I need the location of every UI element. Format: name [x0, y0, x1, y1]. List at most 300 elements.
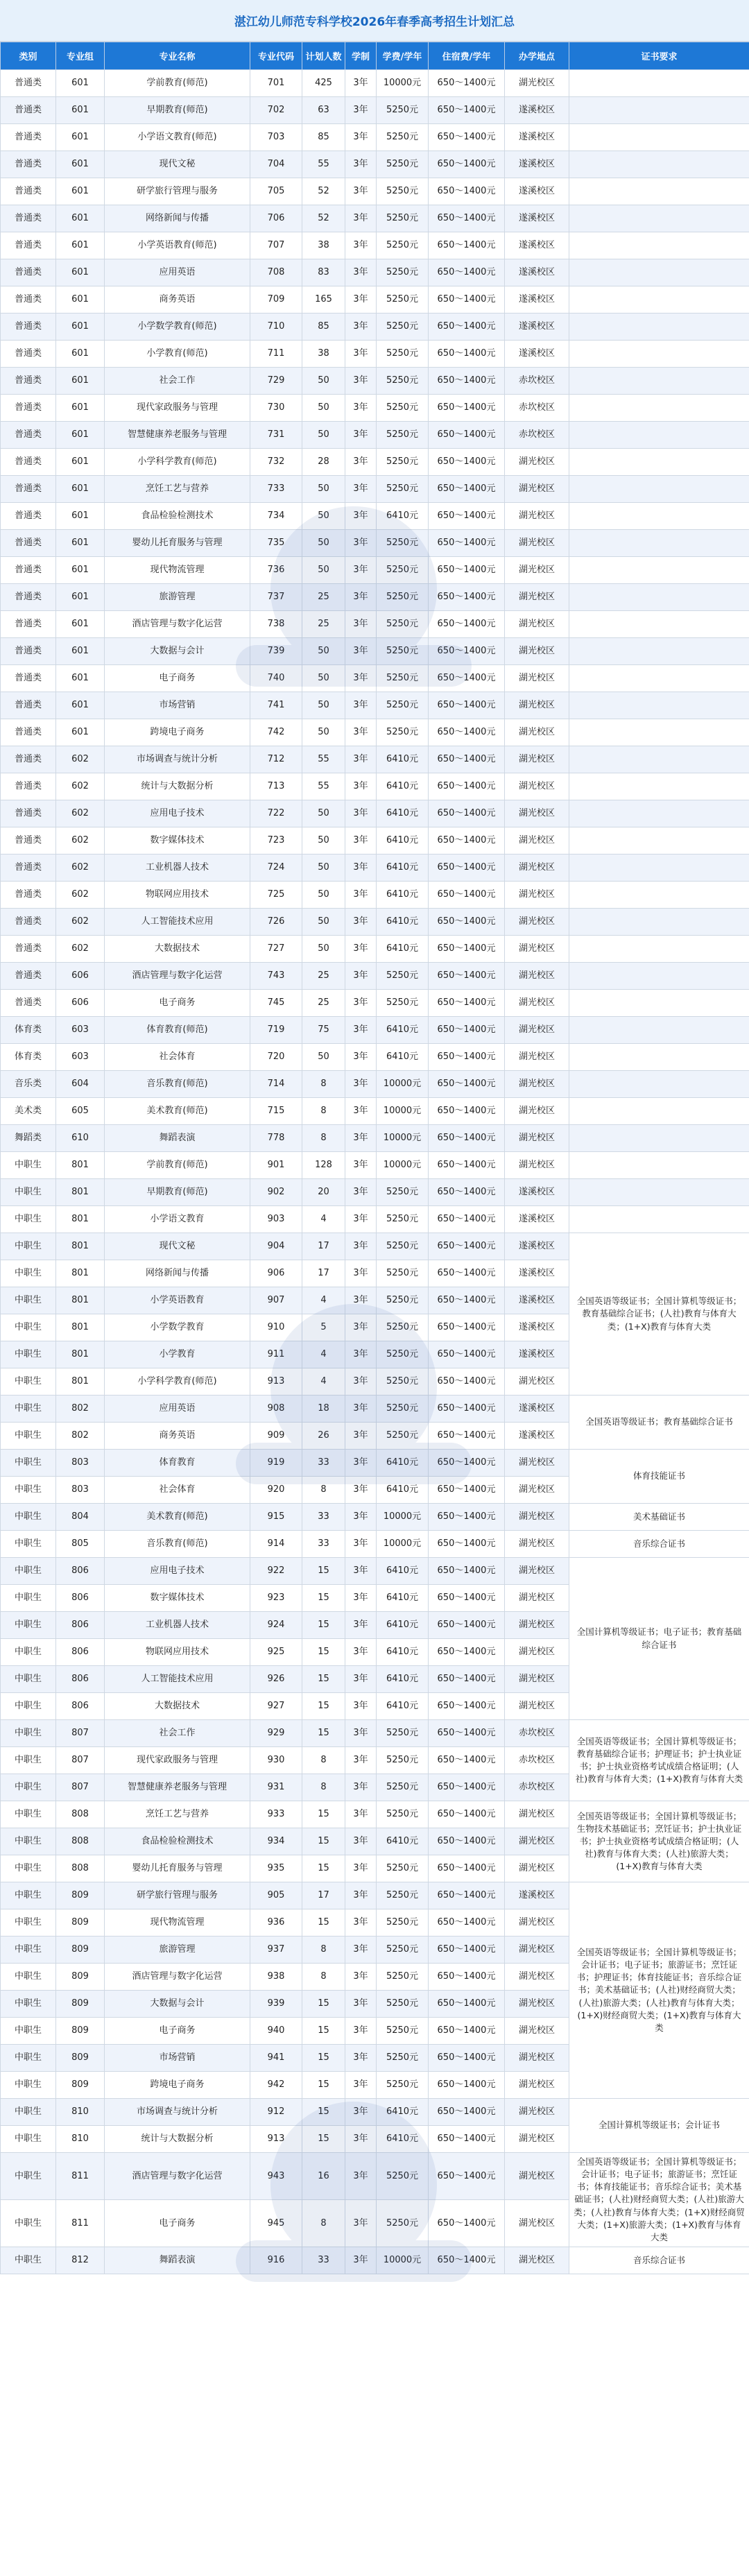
table-row [1, 70, 749, 97]
cell-accommodation: 650～1400元 [429, 178, 505, 205]
cell-major-name: 统计与大数据分析 [105, 2126, 250, 2153]
cell-tuition: 6410元 [377, 1017, 429, 1044]
cell-group: 810 [56, 2126, 105, 2153]
table-row [1, 1071, 749, 1098]
cell-duration: 3年 [345, 2045, 377, 2072]
cell-major-name: 市场营销 [105, 692, 250, 719]
cell-major-code: 905 [250, 1882, 302, 1909]
cell-major-code: 912 [250, 2099, 302, 2126]
cell-group: 810 [56, 2099, 105, 2126]
cell-campus: 湖光校区 [505, 2099, 569, 2126]
cell-major-code: 920 [250, 1477, 302, 1504]
cell-certificate: 美术基础证书 [569, 1504, 749, 1531]
cell-plan-count: 16 [302, 2153, 345, 2200]
cell-group: 808 [56, 1855, 105, 1882]
table-row [1, 1044, 749, 1071]
cell-certificate: 全国英语等级证书；全国计算机等级证书；教育基础综合证书；护理证书；护士执业证书；护士执业资格考试成绩合格证明；(人社)教育与体育大类；(1+X)教育与体育大类 [569, 1720, 749, 1801]
cell-accommodation: 650～1400元 [429, 1558, 505, 1585]
cell-campus: 遂溪校区 [505, 1341, 569, 1368]
cell-accommodation: 650～1400元 [429, 2018, 505, 2045]
cell-certificate [569, 1152, 749, 1179]
cell-category: 普通类 [1, 909, 56, 936]
cell-category: 普通类 [1, 178, 56, 205]
cell-campus: 湖光校区 [505, 2072, 569, 2099]
cell-major-name: 食品检验检测技术 [105, 503, 250, 530]
cell-campus: 赤坎校区 [505, 422, 569, 449]
cell-tuition: 5250元 [377, 963, 429, 990]
table-row [1, 719, 749, 746]
cell-campus: 湖光校区 [505, 449, 569, 476]
cell-major-name: 网络新闻与传播 [105, 1260, 250, 1287]
cell-plan-count: 50 [302, 476, 345, 503]
cell-category: 普通类 [1, 503, 56, 530]
cell-plan-count: 85 [302, 314, 345, 341]
cell-major-name: 市场调查与统计分析 [105, 746, 250, 773]
cell-tuition: 5250元 [377, 2199, 429, 2247]
cell-campus: 湖光校区 [505, 800, 569, 827]
cell-major-code: 723 [250, 827, 302, 855]
cell-group: 601 [56, 719, 105, 746]
cell-duration: 3年 [345, 1152, 377, 1179]
cell-tuition: 6410元 [377, 1044, 429, 1071]
cell-campus: 湖光校区 [505, 1477, 569, 1504]
cell-category: 普通类 [1, 800, 56, 827]
cell-major-name: 商务英语 [105, 286, 250, 314]
cell-group: 602 [56, 909, 105, 936]
cell-campus: 湖光校区 [505, 1855, 569, 1882]
cell-accommodation: 650～1400元 [429, 503, 505, 530]
cell-plan-count: 55 [302, 746, 345, 773]
cell-certificate: 全国英语等级证书；全国计算机等级证书；教育基础综合证书；(人社)教育与体育大类；(1+X)教育与体育大类 [569, 1233, 749, 1396]
cell-accommodation: 650～1400元 [429, 2247, 505, 2274]
cell-major-code: 908 [250, 1396, 302, 1423]
cell-major-name: 小学教育(师范) [105, 341, 250, 368]
cell-plan-count: 15 [302, 1639, 345, 1666]
cell-tuition: 10000元 [377, 1531, 429, 1558]
cell-plan-count: 50 [302, 503, 345, 530]
cell-category: 普通类 [1, 855, 56, 882]
cell-major-code: 907 [250, 1287, 302, 1314]
cell-accommodation: 650～1400元 [429, 1585, 505, 1612]
cell-group: 801 [56, 1368, 105, 1396]
cell-major-code: 906 [250, 1260, 302, 1287]
cell-category: 中职生 [1, 1341, 56, 1368]
cell-group: 806 [56, 1639, 105, 1666]
cell-plan-count: 15 [302, 1991, 345, 2018]
cell-accommodation: 650～1400元 [429, 773, 505, 800]
cell-accommodation: 650～1400元 [429, 1666, 505, 1693]
cell-duration: 3年 [345, 800, 377, 827]
cell-plan-count: 4 [302, 1287, 345, 1314]
cell-group: 801 [56, 1179, 105, 1206]
cell-group: 804 [56, 1504, 105, 1531]
cell-tuition: 5250元 [377, 1991, 429, 2018]
cell-major-code: 738 [250, 611, 302, 638]
cell-major-name: 跨境电子商务 [105, 719, 250, 746]
cell-duration: 3年 [345, 827, 377, 855]
cell-accommodation: 650～1400元 [429, 2045, 505, 2072]
cell-campus: 湖光校区 [505, 1098, 569, 1125]
cell-plan-count: 15 [302, 1855, 345, 1882]
cell-campus: 湖光校区 [505, 2018, 569, 2045]
cell-plan-count: 63 [302, 97, 345, 124]
cell-plan-count: 8 [302, 1477, 345, 1504]
cell-plan-count: 25 [302, 584, 345, 611]
cell-campus: 湖光校区 [505, 1152, 569, 1179]
cell-category: 普通类 [1, 449, 56, 476]
cell-major-code: 922 [250, 1558, 302, 1585]
cell-category: 中职生 [1, 1531, 56, 1558]
cell-major-name: 学前教育(师范) [105, 1152, 250, 1179]
cell-campus: 遂溪校区 [505, 1260, 569, 1287]
cell-group: 603 [56, 1044, 105, 1071]
cell-major-name: 食品检验检测技术 [105, 1828, 250, 1855]
table-row [1, 1125, 749, 1152]
cell-duration: 3年 [345, 1341, 377, 1368]
table-row [1, 692, 749, 719]
cell-duration: 3年 [345, 1666, 377, 1693]
table-row [1, 1558, 749, 1585]
cell-campus: 湖光校区 [505, 1937, 569, 1964]
cell-major-code: 941 [250, 2045, 302, 2072]
cell-tuition: 5250元 [377, 422, 429, 449]
cell-duration: 3年 [345, 1477, 377, 1504]
cell-campus: 湖光校区 [505, 963, 569, 990]
cell-duration: 3年 [345, 476, 377, 503]
cell-category: 中职生 [1, 2099, 56, 2126]
cell-group: 610 [56, 1125, 105, 1152]
cell-certificate [569, 827, 749, 855]
cell-plan-count: 52 [302, 178, 345, 205]
cell-group: 809 [56, 1964, 105, 1991]
cell-campus: 湖光校区 [505, 1964, 569, 1991]
header-plan-count: 计划人数 [302, 42, 345, 70]
cell-accommodation: 650～1400元 [429, 909, 505, 936]
cell-category: 中职生 [1, 1396, 56, 1423]
cell-category: 中职生 [1, 1477, 56, 1504]
cell-campus: 赤坎校区 [505, 1747, 569, 1774]
cell-category: 普通类 [1, 124, 56, 151]
cell-campus: 遂溪校区 [505, 341, 569, 368]
table-row [1, 422, 749, 449]
cell-certificate [569, 990, 749, 1017]
cell-tuition: 5250元 [377, 1368, 429, 1396]
cell-major-name: 酒店管理与数字化运营 [105, 1964, 250, 1991]
cell-major-code: 778 [250, 1125, 302, 1152]
cell-accommodation: 650～1400元 [429, 124, 505, 151]
cell-major-name: 婴幼儿托育服务与管理 [105, 1855, 250, 1882]
cell-tuition: 5250元 [377, 584, 429, 611]
table-row [1, 151, 749, 178]
cell-major-code: 925 [250, 1639, 302, 1666]
cell-major-name: 数字媒体技术 [105, 827, 250, 855]
cell-duration: 3年 [345, 503, 377, 530]
cell-campus: 湖光校区 [505, 1125, 569, 1152]
table-row [1, 178, 749, 205]
cell-plan-count: 33 [302, 2247, 345, 2274]
cell-certificate [569, 151, 749, 178]
cell-group: 803 [56, 1450, 105, 1477]
cell-group: 802 [56, 1396, 105, 1423]
cell-accommodation: 650～1400元 [429, 1639, 505, 1666]
cell-tuition: 5250元 [377, 341, 429, 368]
cell-major-name: 舞蹈表演 [105, 1125, 250, 1152]
cell-major-code: 911 [250, 1341, 302, 1368]
table-row [1, 205, 749, 232]
cell-category: 普通类 [1, 719, 56, 746]
cell-major-code: 731 [250, 422, 302, 449]
cell-plan-count: 55 [302, 773, 345, 800]
cell-group: 809 [56, 1882, 105, 1909]
cell-category: 普通类 [1, 827, 56, 855]
cell-major-name: 物联网应用技术 [105, 882, 250, 909]
cell-plan-count: 8 [302, 2199, 345, 2247]
cell-duration: 3年 [345, 1855, 377, 1882]
cell-tuition: 5250元 [377, 1855, 429, 1882]
cell-plan-count: 15 [302, 1720, 345, 1747]
cell-campus: 湖光校区 [505, 1368, 569, 1396]
cell-duration: 3年 [345, 1964, 377, 1991]
cell-plan-count: 15 [302, 2018, 345, 2045]
cell-category: 中职生 [1, 1855, 56, 1882]
cell-major-name: 现代家政服务与管理 [105, 395, 250, 422]
cell-major-code: 937 [250, 1937, 302, 1964]
cell-major-name: 早期教育(师范) [105, 1179, 250, 1206]
table-row [1, 259, 749, 286]
cell-certificate [569, 1098, 749, 1125]
cell-accommodation: 650～1400元 [429, 1693, 505, 1720]
cell-certificate [569, 368, 749, 395]
cell-duration: 3年 [345, 1179, 377, 1206]
cell-group: 601 [56, 314, 105, 341]
cell-tuition: 5250元 [377, 1179, 429, 1206]
cell-accommodation: 650～1400元 [429, 1504, 505, 1531]
cell-accommodation: 650～1400元 [429, 1937, 505, 1964]
cell-accommodation: 650～1400元 [429, 1017, 505, 1044]
cell-plan-count: 50 [302, 638, 345, 665]
cell-campus: 湖光校区 [505, 1017, 569, 1044]
cell-plan-count: 425 [302, 70, 345, 97]
cell-tuition: 6410元 [377, 2126, 429, 2153]
cell-major-name: 烹饪工艺与营养 [105, 476, 250, 503]
cell-tuition: 5250元 [377, 1747, 429, 1774]
cell-category: 普通类 [1, 963, 56, 990]
table-row [1, 1152, 749, 1179]
cell-tuition: 6410元 [377, 503, 429, 530]
cell-certificate: 音乐综合证书 [569, 1531, 749, 1558]
table-row [1, 449, 749, 476]
cell-tuition: 5250元 [377, 97, 429, 124]
cell-tuition: 5250元 [377, 1206, 429, 1233]
cell-duration: 3年 [345, 746, 377, 773]
cell-major-name: 旅游管理 [105, 1937, 250, 1964]
cell-major-code: 741 [250, 692, 302, 719]
cell-plan-count: 8 [302, 1747, 345, 1774]
cell-major-name: 音乐教育(师范) [105, 1531, 250, 1558]
cell-tuition: 5250元 [377, 638, 429, 665]
cell-major-code: 924 [250, 1612, 302, 1639]
cell-accommodation: 650～1400元 [429, 368, 505, 395]
cell-tuition: 5250元 [377, 1287, 429, 1314]
cell-major-code: 729 [250, 368, 302, 395]
cell-tuition: 5250元 [377, 2045, 429, 2072]
cell-certificate [569, 205, 749, 232]
cell-duration: 3年 [345, 2153, 377, 2200]
cell-major-name: 小学科学教育(师范) [105, 1368, 250, 1396]
cell-certificate [569, 70, 749, 97]
cell-accommodation: 650～1400元 [429, 286, 505, 314]
header-certificate: 证书要求 [569, 42, 749, 70]
cell-plan-count: 50 [302, 368, 345, 395]
cell-group: 606 [56, 963, 105, 990]
cell-plan-count: 15 [302, 1801, 345, 1828]
cell-duration: 3年 [345, 1396, 377, 1423]
cell-group: 604 [56, 1071, 105, 1098]
cell-tuition: 5250元 [377, 449, 429, 476]
cell-certificate [569, 314, 749, 341]
cell-major-name: 小学数学教育(师范) [105, 314, 250, 341]
cell-certificate [569, 395, 749, 422]
cell-campus: 遂溪校区 [505, 1206, 569, 1233]
cell-campus: 湖光校区 [505, 827, 569, 855]
cell-group: 807 [56, 1720, 105, 1747]
cell-category: 普通类 [1, 936, 56, 963]
cell-duration: 3年 [345, 449, 377, 476]
cell-certificate [569, 855, 749, 882]
cell-category: 中职生 [1, 2018, 56, 2045]
cell-category: 普通类 [1, 665, 56, 692]
cell-group: 807 [56, 1774, 105, 1801]
table-row [1, 476, 749, 503]
table-row [1, 827, 749, 855]
cell-category: 中职生 [1, 1801, 56, 1828]
table-row [1, 2099, 749, 2126]
cell-major-name: 现代家政服务与管理 [105, 1747, 250, 1774]
cell-tuition: 10000元 [377, 1125, 429, 1152]
cell-campus: 遂溪校区 [505, 205, 569, 232]
cell-campus: 湖光校区 [505, 503, 569, 530]
cell-campus: 遂溪校区 [505, 1396, 569, 1423]
cell-accommodation: 650～1400元 [429, 1531, 505, 1558]
cell-duration: 3年 [345, 1585, 377, 1612]
cell-group: 809 [56, 2018, 105, 2045]
cell-major-code: 711 [250, 341, 302, 368]
table-row [1, 1206, 749, 1233]
cell-category: 中职生 [1, 1639, 56, 1666]
cell-major-name: 酒店管理与数字化运营 [105, 611, 250, 638]
cell-accommodation: 650～1400元 [429, 2153, 505, 2200]
cell-campus: 湖光校区 [505, 638, 569, 665]
cell-major-name: 大数据与会计 [105, 638, 250, 665]
cell-campus: 湖光校区 [505, 665, 569, 692]
cell-campus: 遂溪校区 [505, 124, 569, 151]
cell-category: 普通类 [1, 151, 56, 178]
cell-major-name: 人工智能技术应用 [105, 909, 250, 936]
cell-campus: 湖光校区 [505, 1828, 569, 1855]
cell-major-name: 美术教育(师范) [105, 1098, 250, 1125]
cell-duration: 3年 [345, 1368, 377, 1396]
cell-plan-count: 52 [302, 205, 345, 232]
cell-tuition: 6410元 [377, 1558, 429, 1585]
cell-group: 601 [56, 97, 105, 124]
cell-plan-count: 15 [302, 1585, 345, 1612]
cell-group: 807 [56, 1747, 105, 1774]
cell-duration: 3年 [345, 1991, 377, 2018]
cell-major-code: 709 [250, 286, 302, 314]
cell-major-code: 719 [250, 1017, 302, 1044]
cell-campus: 遂溪校区 [505, 178, 569, 205]
cell-duration: 3年 [345, 314, 377, 341]
cell-group: 601 [56, 368, 105, 395]
cell-category: 普通类 [1, 692, 56, 719]
cell-campus: 遂溪校区 [505, 1179, 569, 1206]
cell-accommodation: 650～1400元 [429, 800, 505, 827]
cell-campus: 湖光校区 [505, 1909, 569, 1937]
cell-major-name: 学前教育(师范) [105, 70, 250, 97]
table-row [1, 855, 749, 882]
table-row [1, 341, 749, 368]
cell-group: 601 [56, 151, 105, 178]
enrollment-plan-table [0, 42, 749, 2274]
cell-duration: 3年 [345, 611, 377, 638]
cell-duration: 3年 [345, 1639, 377, 1666]
cell-category: 中职生 [1, 1206, 56, 1233]
cell-category: 中职生 [1, 1720, 56, 1747]
cell-major-name: 体育教育 [105, 1450, 250, 1477]
cell-major-name: 现代物流管理 [105, 557, 250, 584]
cell-campus: 湖光校区 [505, 70, 569, 97]
cell-plan-count: 15 [302, 1828, 345, 1855]
cell-major-name: 研学旅行管理与服务 [105, 1882, 250, 1909]
cell-tuition: 5250元 [377, 1314, 429, 1341]
table-row [1, 1233, 749, 1260]
cell-plan-count: 50 [302, 936, 345, 963]
cell-certificate [569, 665, 749, 692]
cell-tuition: 6410元 [377, 1612, 429, 1639]
cell-major-name: 电子商务 [105, 665, 250, 692]
table-row [1, 124, 749, 151]
cell-accommodation: 650～1400元 [429, 882, 505, 909]
cell-major-code: 704 [250, 151, 302, 178]
header-duration: 学制 [345, 42, 377, 70]
cell-campus: 遂溪校区 [505, 1314, 569, 1341]
cell-category: 普通类 [1, 557, 56, 584]
cell-major-name: 社会体育 [105, 1044, 250, 1071]
cell-plan-count: 18 [302, 1396, 345, 1423]
table-row [1, 2153, 749, 2200]
cell-tuition: 5250元 [377, 2018, 429, 2045]
cell-plan-count: 50 [302, 422, 345, 449]
cell-tuition: 6410元 [377, 827, 429, 855]
cell-major-code: 714 [250, 1071, 302, 1098]
cell-major-name: 电子商务 [105, 2199, 250, 2247]
cell-major-name: 烹饪工艺与营养 [105, 1801, 250, 1828]
cell-duration: 3年 [345, 963, 377, 990]
cell-plan-count: 4 [302, 1341, 345, 1368]
cell-major-code: 919 [250, 1450, 302, 1477]
cell-duration: 3年 [345, 1531, 377, 1558]
cell-plan-count: 4 [302, 1368, 345, 1396]
cell-duration: 3年 [345, 909, 377, 936]
table-row [1, 638, 749, 665]
cell-plan-count: 26 [302, 1423, 345, 1450]
cell-campus: 湖光校区 [505, 1585, 569, 1612]
cell-accommodation: 650～1400元 [429, 1152, 505, 1179]
cell-duration: 3年 [345, 286, 377, 314]
cell-category: 中职生 [1, 1828, 56, 1855]
cell-certificate [569, 232, 749, 259]
cell-certificate [569, 1206, 749, 1233]
